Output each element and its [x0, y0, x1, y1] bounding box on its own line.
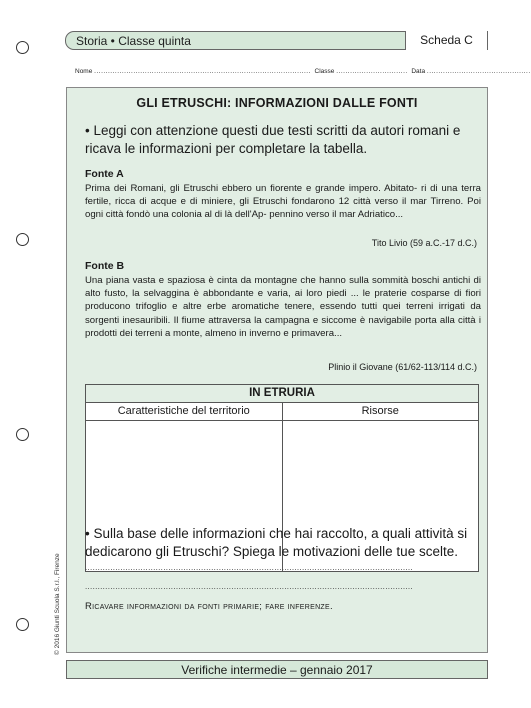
subject-label: Storia • Classe quinta: [76, 34, 191, 48]
table-heading: IN ETRURIA: [86, 385, 478, 403]
answer-line-1[interactable]: ..................................................................................................................................: [85, 563, 413, 572]
scheda-label: Scheda C: [405, 31, 487, 50]
fonte-a-text: Prima dei Romani, gli Etruschi ebbero un fiorente e grande impero. Abitato- ri di una terra fertile, ricca di acque e di miniere, gli Etruschi fondarono 12 città verso il mar Tirreno. Poi ogni città fondò una colonia al di là dell'Ap- pennino verso il mar Adriatico...: [85, 183, 481, 221]
data-label: Data: [411, 68, 426, 75]
nome-field[interactable]: ..............................................................................................: [94, 68, 311, 75]
binder-hole-4: [16, 618, 29, 631]
copyright-note: © 2016 Giunti Scuola S.r.l., Firenze: [54, 553, 61, 655]
column-header-risorse: Risorse: [361, 405, 399, 417]
binder-hole-1: [16, 41, 29, 54]
binder-hole-2: [16, 233, 29, 246]
nome-label: Nome: [75, 68, 93, 75]
classe-field[interactable]: ...............................: [336, 68, 408, 75]
fonte-b-citation: Plinio il Giovane (61/62-113/114 d.C.): [328, 362, 477, 372]
fonte-a-label: Fonte A: [85, 168, 124, 180]
page-footer: Verifiche intermedie – gennaio 2017: [66, 660, 488, 679]
table-header-row: [86, 403, 478, 421]
fonte-b-text: Una piana vasta e spaziosa è cinta da montagne che hanno sulla sommità boschi antichi di alto fusto, la selvaggina è abbondante e varia, ai loro piedi ... le praterie cosparse di fiori producono trifoglio e altre erbe aromatiche tenere, essendo tutti quei terreni irrigati da sorgenti inesauribili. Il fiume attraversa la campagna e siccome è navigabile porta alla città i prodotti dei terreni a monte, almeno in inverno e primavera...: [85, 275, 481, 339]
binder-hole-3: [16, 428, 29, 441]
instruction-activities: • Sulla base delle informazioni che hai raccolto, a quali attività si dedicarono gli Etruschi? Spiega le motivazioni delle tue scelte.: [85, 526, 468, 559]
page-header: [65, 31, 488, 50]
answer-line-2[interactable]: ..................................................................................................................................: [85, 582, 413, 591]
learning-objective: Ricavare informazioni da fonti primarie; fare inferenze.: [85, 601, 333, 612]
column-header-territorio: Caratteristiche del territorio: [86, 403, 283, 420]
classe-label: Classe: [314, 68, 335, 75]
worksheet-title: GLI ETRUSCHI: INFORMAZIONI DALLE FONTI: [136, 96, 418, 110]
instruction-read: • Leggi con attenzione questi due testi scritti da autori romani e ricava le informazioni per completare la tabella.: [85, 123, 461, 156]
data-field[interactable]: .............................................: [426, 68, 531, 75]
fonte-b-label: Fonte B: [85, 260, 125, 272]
fonte-a-citation: Tito Livio (59 a.C.-17 d.C.): [371, 238, 477, 248]
student-info-row: [75, 68, 531, 75]
worksheet-card: [66, 87, 488, 653]
